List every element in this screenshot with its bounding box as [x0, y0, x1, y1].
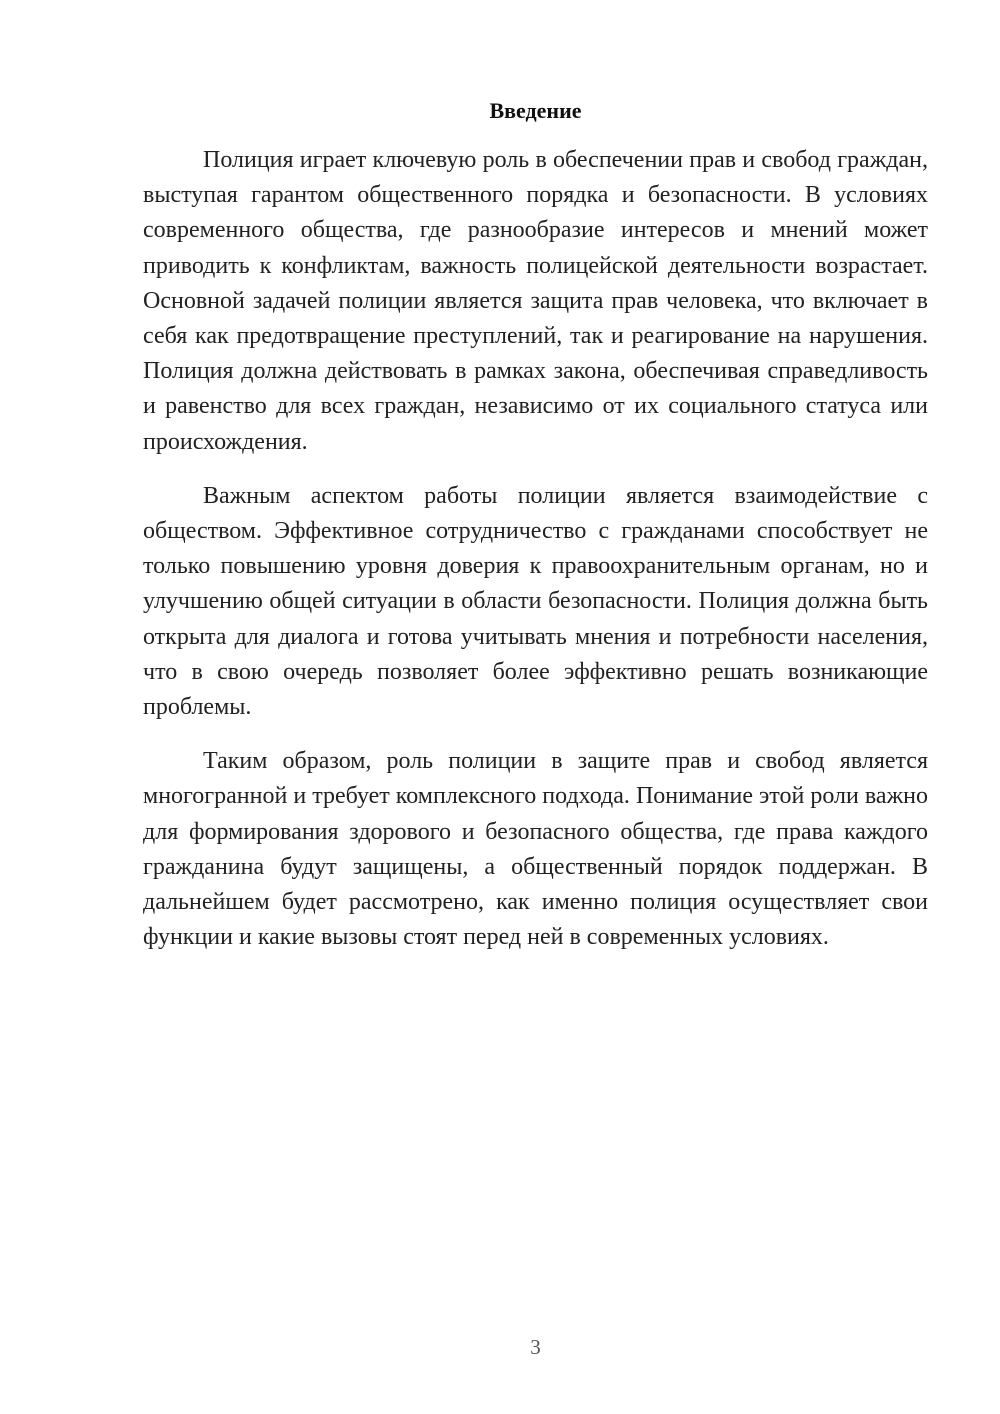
page-number: 3: [530, 1335, 541, 1359]
section-heading: Введение: [489, 98, 582, 123]
paragraph-1: Полиция играет ключевую роль в обеспечении прав и свобод граждан, выступая гарантом общественного порядка и безопасности. В условиях современного общества, где разнообразие интересов и мнений может приводить к конфликтам, важность полицейской деятельности возрастает. Основной задачей полиции является защита прав человека, что включает в себя как предотвращение преступлений, так и реагирование на нарушения. Полиция должна действовать в рамках закона, обеспечивая справедливость и равенство для всех граждан, независимо от их социального статуса или происхождения.: [143, 147, 928, 455]
paragraph-3: Таким образом, роль полиции в защите прав и свобод является многогранной и требует комплексного подхода. Понимание этой роли важно для формирования здорового и безопасного общества, где права каждого гражданина будут защищены, а общественный порядок поддержан. В дальнейшем будет рассмотрено, как именно полиция осуществляет свои функции и какие вызовы стоят перед ней в современных условиях.: [143, 748, 928, 951]
body-text: [143, 143, 928, 974]
paragraph-2: Важным аспектом работы полиции является взаимодействие с обществом. Эффективное сотрудничество с гражданами способствует не только повышению уровня доверия к правоохранительным органам, но и улучшению общей ситуации в области безопасности. Полиция должна быть открыта для диалога и готова учитывать мнения и потребности населения, что в свою очередь позволяет более эффективно решать возникающие проблемы.: [143, 482, 928, 721]
